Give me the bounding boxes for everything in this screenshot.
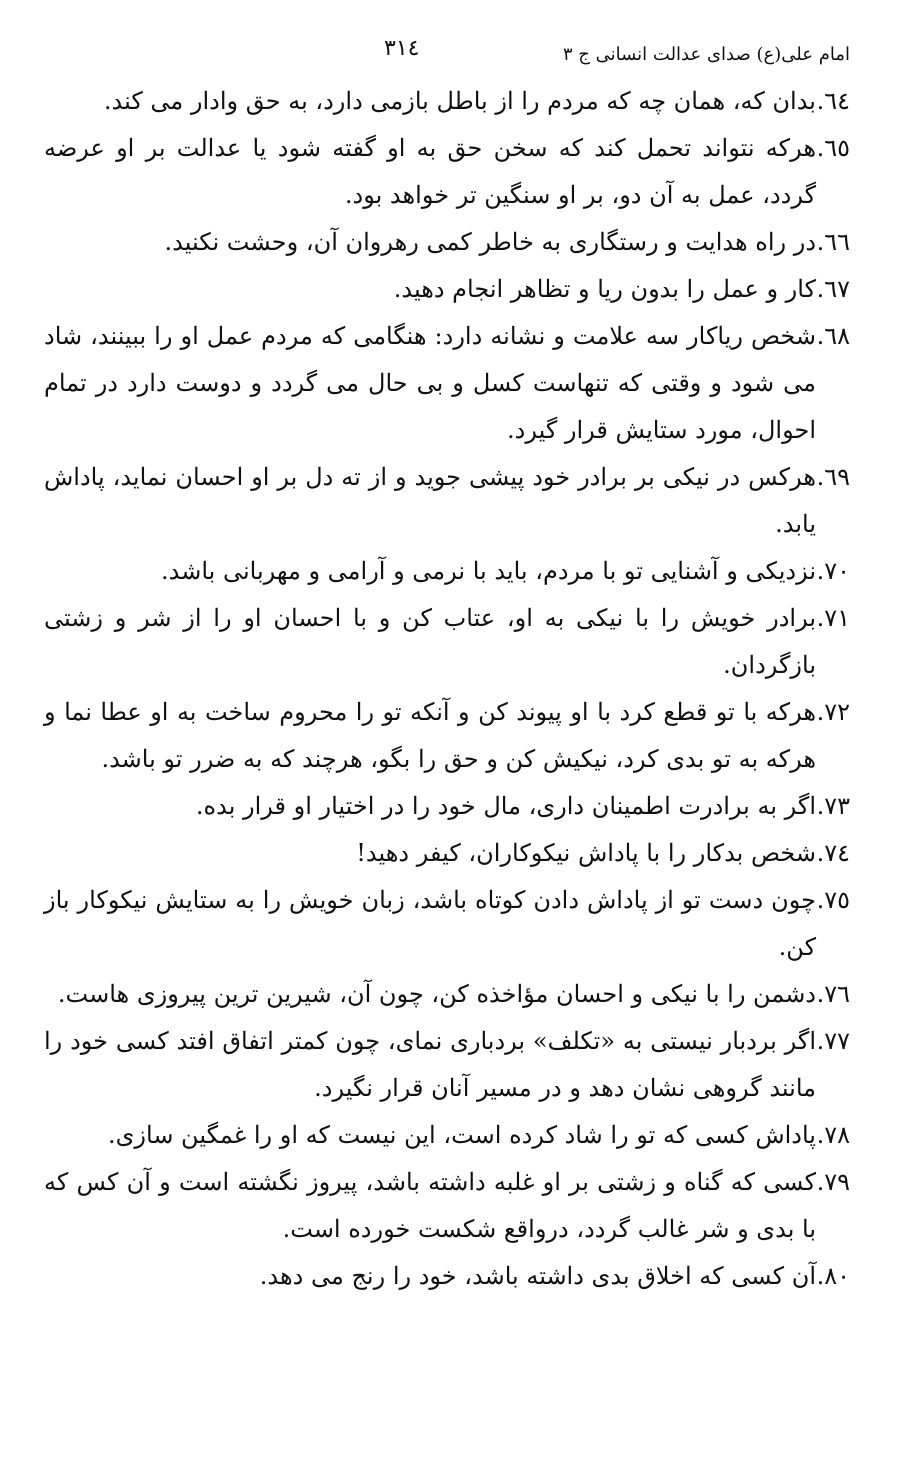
saying-number: ٦٥.	[816, 134, 850, 162]
sayings-list	[44, 78, 850, 1300]
saying-item	[44, 266, 850, 313]
saying-number: ٦٧.	[816, 275, 850, 303]
saying-item	[44, 1159, 850, 1253]
saying-number: ٦٩.	[816, 463, 850, 491]
saying-text: پاداش کسی که تو را شاد کرده است، این نیست که او را غمگین سازی.	[108, 1121, 816, 1149]
saying-item	[44, 313, 850, 454]
saying-number: ٧٥.	[816, 886, 850, 914]
saying-text: هرکس در نیکی بر برادر خود پیشی جوید و از ته دل بر او احسان نماید، پاداش یابد.	[44, 463, 816, 538]
saying-text: بدان که، همان چه که مردم را از باطل بازمی دارد، به حق وادار می کند.	[103, 87, 816, 115]
saying-number: ٧٧.	[816, 1027, 850, 1055]
saying-number: ٦٨.	[816, 322, 850, 350]
saying-text: دشمن را با نیکی و احسان مؤاخذه کن، چون آن، شیرین ترین پیروزی هاست.	[57, 980, 816, 1008]
saying-item	[44, 971, 850, 1018]
saying-item	[44, 78, 850, 125]
saying-text: کسی که گناه و زشتی بر او غلبه داشته باشد، پیروز نگشته است و آن کس که با بدی و شر غالب گردد، درواقع شکست خورده است.	[44, 1168, 816, 1243]
saying-item	[44, 1253, 850, 1300]
saying-item	[44, 689, 850, 783]
saying-text: آن کسی که اخلاق بدی داشته باشد، خود را رنج می دهد.	[259, 1262, 816, 1290]
saying-number: ٧٠.	[816, 557, 850, 585]
saying-number: ٧٦.	[816, 980, 850, 1008]
saying-item	[44, 1018, 850, 1112]
saying-number: ٧٤.	[816, 839, 850, 867]
saying-text: چون دست تو از پاداش دادن کوتاه باشد، زبان خویش را به ستایش نیکوکار باز کن.	[44, 886, 816, 961]
saying-item	[44, 1112, 850, 1159]
saying-number: ٧٩.	[816, 1168, 850, 1196]
saying-text: در راه هدایت و رستگاری به خاطر کمی رهروان آن، وحشت نکنید.	[164, 228, 816, 256]
saying-text: اگر بردبار نیستی به «تکلف» بردباری نمای، چون کمتر اتفاق افتد کسی خود را مانند گروهی نشان دهد و در مسیر آنان قرار نگیرد.	[44, 1027, 816, 1102]
saying-text: اگر به برادرت اطمینان داری، مال خود را در اختیار او قرار بده.	[195, 792, 816, 820]
saying-text: برادر خویش را با نیکی به او، عتاب کن و با احسان او را از شر و زشتی بازگردان.	[44, 604, 816, 679]
saying-item	[44, 595, 850, 689]
saying-number: ٧١.	[816, 604, 850, 632]
page-header	[44, 34, 850, 78]
saying-text: کار و عمل را بدون ریا و تظاهر انجام دهید.	[393, 275, 816, 303]
page-number: ۳۱٤	[384, 36, 420, 61]
saying-item	[44, 830, 850, 877]
saying-number: ٧٢.	[816, 698, 850, 726]
saying-text: شخص ریاکار سه علامت و نشانه دارد: هنگامی که مردم عمل او را ببینند، شاد می شود و وقتی که تنهاست کسل و بی حال می گردد و دوست دارد در تمام احوال، مورد ستایش قرار گیرد.	[44, 322, 817, 444]
saying-number: ٧٨.	[816, 1121, 850, 1149]
saying-number: ٧٣.	[816, 792, 850, 820]
saying-text: شخص بدکار را با پاداش نیکوکاران، کیفر دهید!	[356, 839, 816, 867]
saying-number: ٨٠.	[816, 1262, 850, 1290]
book-title: امام علی(ع) صدای عدالت انسانی ج ۳	[562, 44, 850, 65]
saying-text: هرکه با تو قطع کرد با او پیوند کن و آنکه تو را محروم ساخت به او عطا نما و هرکه به تو بدی کرد، نیکیش کن و حق را بگو، هرچند که به ضرر تو باشد.	[44, 698, 816, 773]
saying-text: نزدیکی و آشنایی تو با مردم، باید با نرمی و آرامی و مهربانی باشد.	[161, 557, 816, 585]
saying-number: ٦٤.	[816, 87, 850, 115]
saying-item	[44, 548, 850, 595]
saying-item	[44, 783, 850, 830]
saying-number: ٦٦.	[816, 228, 850, 256]
saying-item	[44, 219, 850, 266]
saying-item	[44, 454, 850, 548]
saying-item	[44, 877, 850, 971]
saying-text: هرکه نتواند تحمل کند که سخن حق به او گفته شود یا عدالت بر او عرضه گردد، عمل به آن دو، بر او سنگین تر خواهد بود.	[44, 134, 816, 209]
saying-item	[44, 125, 850, 219]
